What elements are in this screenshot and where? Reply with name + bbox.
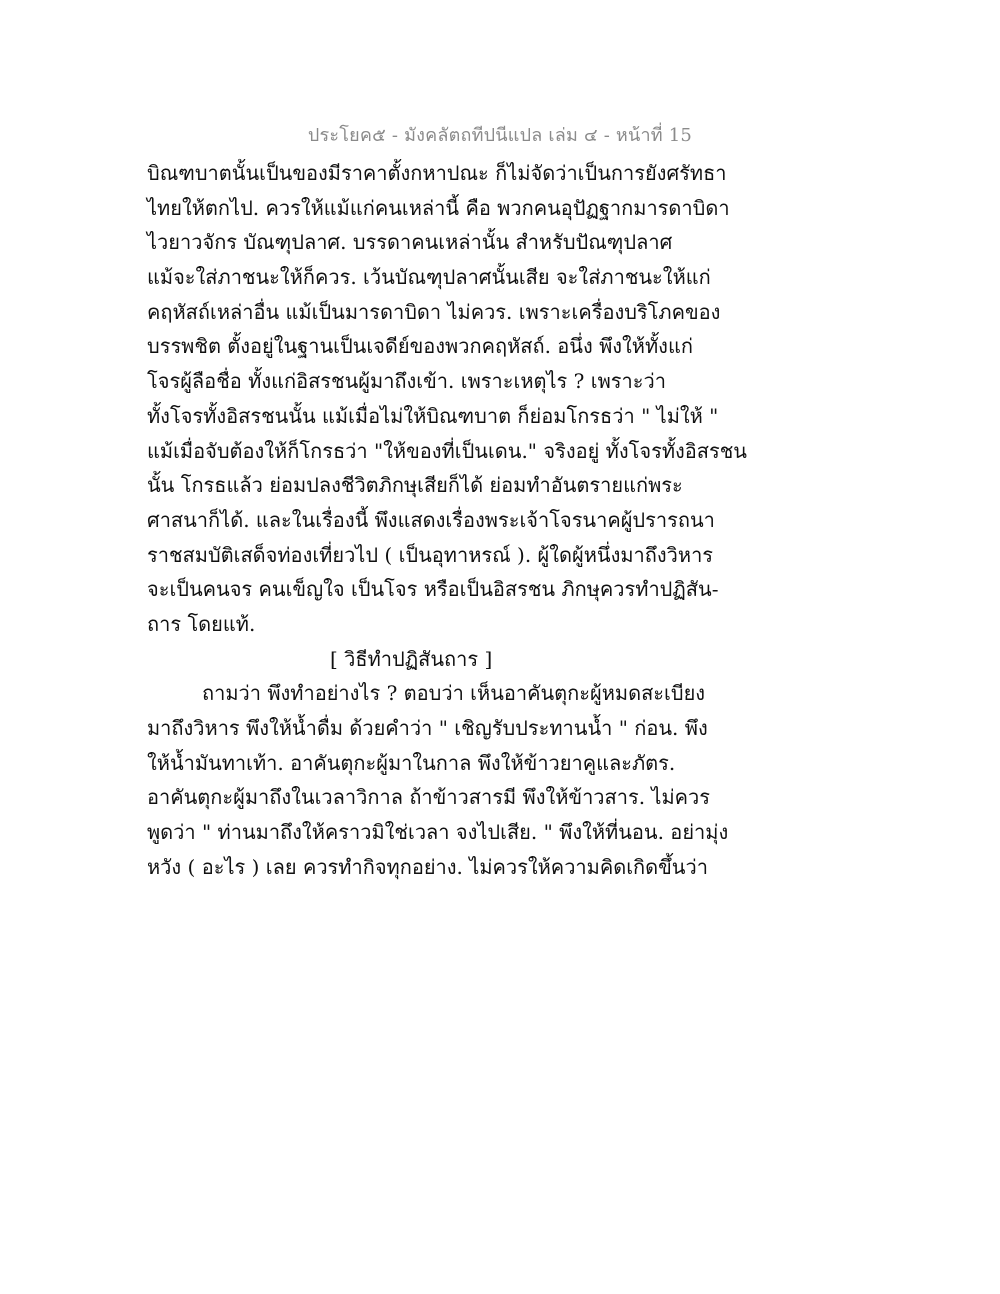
text-line: ไทยให้ตกไป. ควรให้แม้แก่คนเหล่านี้ คือ พวกคนอุปัฏฐากมารดาบิดา bbox=[147, 195, 730, 220]
text-line: ไวยาวจักร บัณฑุปลาศ. บรรดาคนเหล่านั้น สำหรับปัณฑุปลาศ bbox=[147, 230, 673, 255]
running-header: ประโยค๕ - มังคลัตถทีปนีแปล เล่ม ๔ - หน้าที่ 15 bbox=[307, 125, 693, 146]
text-line: แม้เมื่อจับต้องให้ก็โกรธว่า "ให้ของที่เป็นเดน." จริงอยู่ ทั้งโจรทั้งอิสรชน bbox=[147, 438, 747, 463]
text-line: โจรผู้ลือชื่อ ทั้งแก่อิสรชนผู้มาถึงเข้า. เพราะเหตุไร ? เพราะว่า bbox=[147, 369, 666, 394]
text-line: จะเป็นคนจร คนเข็ญใจ เป็นโจร หรือเป็นอิสรชน ภิกษุควรทำปฏิสัน- bbox=[147, 577, 719, 602]
text-line: บรรพชิต ตั้งอยู่ในฐานเป็นเจดีย์ของพวกคฤหัสถ์. อนึ่ง พึงให้ทั้งแก่ bbox=[147, 334, 693, 359]
text-line: แม้จะใส่ภาชนะให้ก็ควร. เว้นบัณฑุปลาศนั้นเสีย จะใส่ภาชนะให้แก่ bbox=[147, 265, 711, 290]
text-line: ทั้งโจรทั้งอิสรชนนั้น แม้เมื่อไม่ให้บิณฑบาต ก็ย่อมโกรธว่า " ไม่ให้ " bbox=[147, 403, 719, 428]
section-heading: [ วิธีทำปฏิสันถาร ] bbox=[330, 646, 493, 671]
text-line: คฤหัสถ์เหล่าอื่น แม้เป็นมารดาบิดา ไม่ควร. เพราะเครื่องบริโภคของ bbox=[147, 299, 721, 324]
text-line: นั้น โกรธแล้ว ย่อมปลงชีวิตภิกษุเสียก็ได้ ย่อมทำอันตรายแก่พระ bbox=[147, 473, 683, 498]
body-text bbox=[147, 156, 747, 884]
text-line: มาถึงวิหาร พึงให้น้ำดื่ม ด้วยคำว่า " เชิญรับประทานน้ำ " ก่อน. พึง bbox=[147, 716, 708, 740]
text-line: ถามว่า พึงทำอย่างไร ? ตอบว่า เห็นอาคันตุกะผู้หมดสะเบียง bbox=[202, 681, 706, 706]
text-line: บิณฑบาตนั้นเป็นของมีราคาตั้งกหาปณะ ก็ไม่จัดว่าเป็นการยังศรัทธา bbox=[147, 161, 727, 185]
text-line: หวัง ( อะไร ) เลย ควรทำกิจทุกอย่าง. ไม่ควรให้ความคิดเกิดขึ้นว่า bbox=[147, 854, 708, 879]
text-line: ถาร โดยแท้. bbox=[147, 611, 256, 636]
paragraph-1 bbox=[147, 156, 747, 642]
text-line: อาคันตุกะผู้มาถึงในเวลาวิกาล ถ้าข้าวสารมี พึงให้ข้าวสาร. ไม่ควร bbox=[147, 785, 711, 810]
paragraph-2 bbox=[147, 676, 747, 884]
text-line: ให้น้ำมันทาเท้า. อาคันตุกะผู้มาในกาล พึงให้ข้าวยาคูและภัตร. bbox=[147, 750, 676, 775]
text-line: พูดว่า " ท่านมาถึงให้คราวมิใช่เวลา จงไปเสีย. " พึงให้ที่นอน. อย่ามุ่ง bbox=[147, 820, 729, 845]
text-line: ราชสมบัติเสด็จท่องเที่ยวไป ( เป็นอุทาหรณ์ ). ผู้ใดผู้หนึ่งมาถึงวิหาร bbox=[147, 542, 714, 567]
text-line: ศาสนาก็ได้. และในเรื่องนี้ พึงแสดงเรื่องพระเจ้าโจรนาคผู้ปรารถนา bbox=[147, 507, 715, 532]
